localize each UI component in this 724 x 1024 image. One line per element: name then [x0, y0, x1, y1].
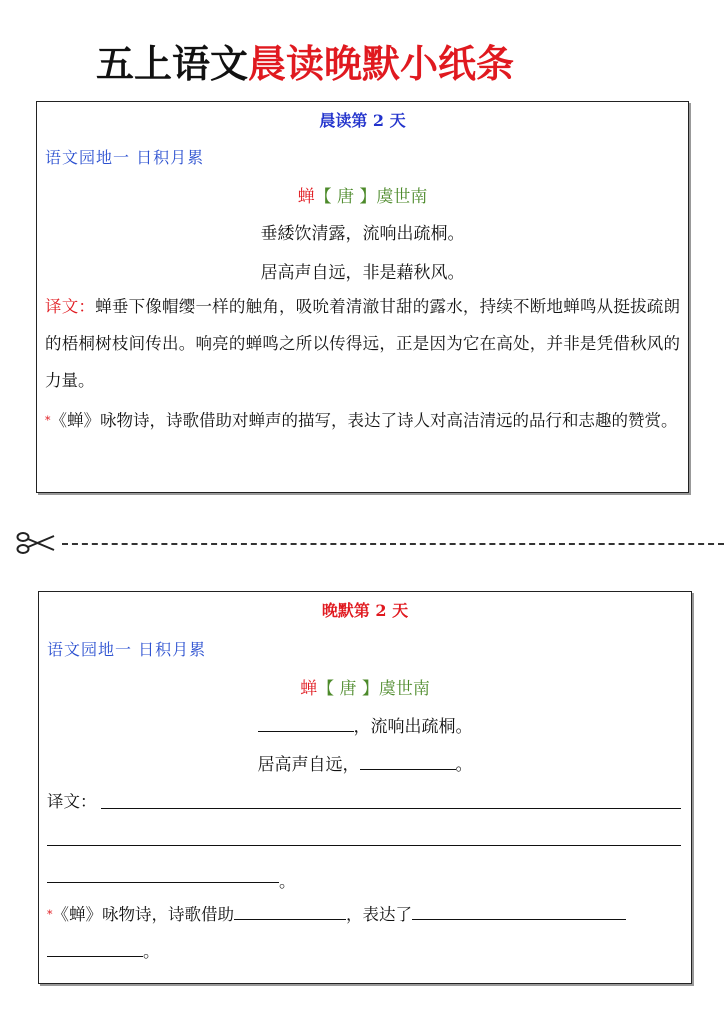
- poem-title: 蝉: [300, 679, 318, 699]
- line2-head: 居高声自远，: [257, 755, 360, 775]
- morning-translation: [45, 288, 680, 399]
- note-blank-3[interactable]: [47, 955, 143, 957]
- blank-line2-tail[interactable]: [360, 768, 456, 770]
- evening-translation-label: 译文：: [47, 792, 97, 811]
- translation-label: 译文：: [45, 297, 96, 316]
- note-mid: ，表达了: [346, 905, 412, 924]
- translation-blank-3[interactable]: [47, 882, 279, 883]
- evening-poem-heading: [39, 674, 691, 699]
- morning-note: [45, 402, 680, 439]
- morning-unit-label: 语文园地一 日积月累: [45, 148, 205, 167]
- note-end: 。: [143, 942, 160, 961]
- translation-text: 蝉垂下像帽缨一样的触角，吸吮着清澈甘甜的露水，持续不断地蝉鸣从挺拔疏朗的梧桐树枝间传出。响亮的蝉鸣之所以传得远，正是因为它在高处，并非是凭借秋风的力量。: [45, 297, 681, 390]
- morning-reading-card: [36, 101, 689, 493]
- note-text: 《蝉》咏物诗，诗歌借助对蝉声的描写，表达了诗人对高洁清远的品行和志趣的赞赏。: [50, 411, 678, 430]
- dictation-line-1: [39, 712, 691, 737]
- morning-card-title: 晨读第 2 天: [319, 111, 406, 130]
- scissors-icon: [16, 528, 56, 558]
- poem-dynasty: 【 唐 】: [317, 679, 379, 699]
- note-blank-1[interactable]: [234, 918, 346, 920]
- note-star: *: [45, 414, 51, 427]
- note-star: *: [47, 908, 53, 921]
- blank-line1-head[interactable]: [258, 730, 354, 732]
- dictation-line-2: [39, 750, 691, 775]
- evening-card-title: 晚默第 2 天: [321, 601, 409, 620]
- evening-note-line2: [47, 933, 683, 970]
- poem-line-1: 垂緌饮清露，流响出疏桐。: [260, 224, 465, 244]
- note-blank-2[interactable]: [412, 918, 626, 920]
- poem-line-2: 居高声自远，非是藉秋风。: [260, 263, 465, 283]
- dashed-divider: [62, 543, 724, 545]
- cut-line: [16, 528, 724, 558]
- poem-title: 蝉: [297, 187, 315, 207]
- evening-unit-label: 语文园地一 日积月累: [47, 640, 207, 659]
- line1-tail: ，流响出疏桐。: [353, 717, 473, 737]
- translation-blank-1[interactable]: [101, 808, 681, 809]
- line2-tail: 。: [455, 755, 473, 775]
- poem-author: 虞世南: [378, 679, 430, 699]
- evening-dictation-card: [38, 591, 692, 984]
- page-title: [96, 34, 514, 94]
- evening-note: [47, 896, 683, 933]
- poem-dynasty: 【 唐 】: [314, 187, 377, 207]
- title-black-part: 五上语文: [96, 42, 249, 86]
- note-head: 《蝉》咏物诗，诗歌借助: [52, 905, 234, 924]
- morning-poem-heading: [37, 182, 688, 207]
- title-red-part: 晨读晚默小纸条: [248, 42, 515, 86]
- translation-period: 。: [279, 872, 296, 891]
- poem-author: 虞世南: [376, 187, 428, 207]
- translation-blank-2[interactable]: [47, 845, 681, 846]
